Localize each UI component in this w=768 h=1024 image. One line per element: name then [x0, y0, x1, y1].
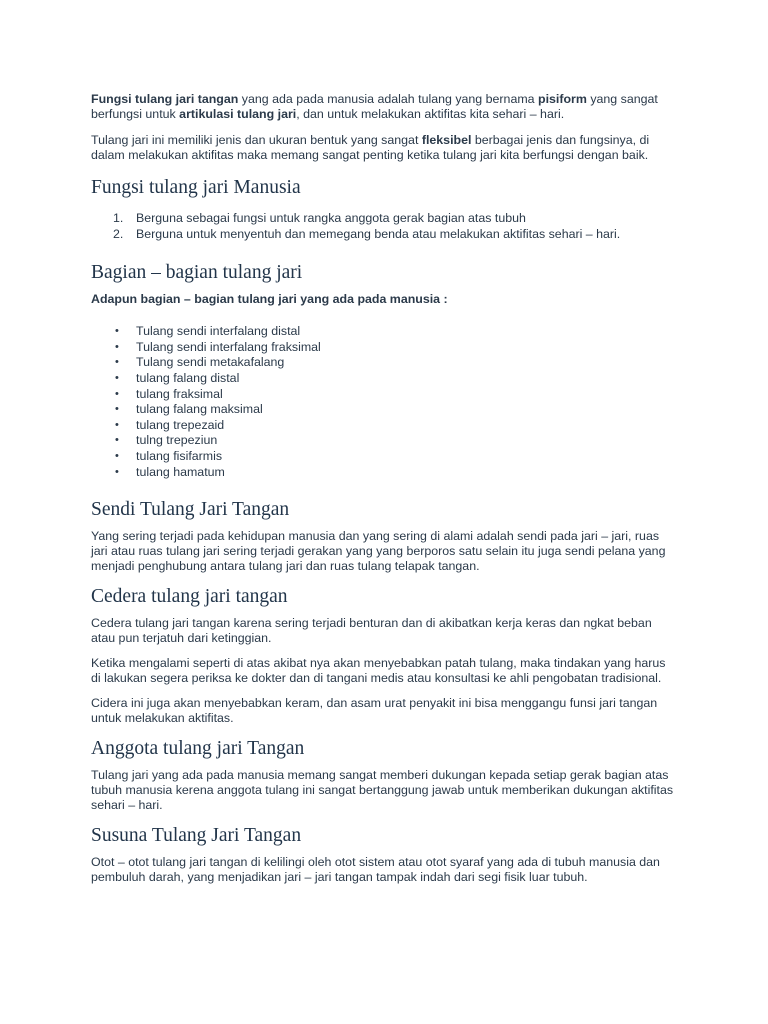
intro-bold-term: Fungsi tulang jari tangan: [91, 92, 239, 106]
bullet-icon: •: [115, 387, 119, 400]
section-lead-text: Adapun bagian – bagian tulang jari yang ada pada manusia :: [91, 292, 448, 307]
intro-paragraph-1: [91, 92, 678, 122]
section-paragraph: Cedera tulang jari tangan karena sering terjadi benturan dan di akibatkan kerja keras dan ngkat beban atau pun terjatuh dari ketinggian.: [91, 616, 652, 646]
section-heading: Bagian – bagian tulang jari: [91, 262, 303, 284]
list-item-text: tulang falang distal: [136, 370, 240, 385]
list-item-text: tulang fisifarmis: [136, 448, 223, 463]
intro-bold-term: fleksibel: [421, 133, 472, 147]
bullet-icon: •: [115, 465, 119, 478]
intro-text: yang sangat berfungsi untuk: [91, 92, 658, 121]
list-item: [91, 211, 678, 227]
section-paragraph: Ketika mengalami seperti di atas akibat nya akan menyebabkan patah tulang, maka tindakan yang harus di lakukan segera periksa ke dokter dan di tangani medis atau konsultasi ke ahli pengobatan tradisional.: [91, 656, 666, 686]
intro-text: berbagai jenis dan fungsinya, di dalam melakukan aktifitas maka memang sangat penting ketika tulang jari kita berfungsi dengan baik.: [91, 133, 650, 162]
list-item-text: Tulang sendi metakafalang: [136, 355, 285, 370]
list-item-text: Tulang sendi interfalang fraksimal: [136, 339, 321, 354]
list-item: [91, 418, 678, 434]
list-item-text: tulang fraksimal: [136, 386, 223, 401]
list-item: [91, 371, 678, 387]
bullet-icon: •: [115, 434, 119, 447]
intro-text: , dan untuk melakukan aktifitas kita sehari – hari.: [296, 107, 565, 121]
bullet-icon: •: [115, 449, 119, 462]
bullet-icon: •: [115, 356, 119, 369]
bullet-icon: •: [115, 371, 119, 384]
list-item-text: Berguna untuk menyentuh dan memegang benda atau melakukan aktifitas sehari – hari.: [136, 226, 621, 241]
intro-text: Tulang jari ini memiliki jenis dan ukuran bentuk yang sangat: [91, 133, 422, 147]
list-number: 1.: [113, 211, 124, 225]
section-heading: Anggota tulang jari Tangan: [91, 738, 305, 760]
section-paragraph: Cidera ini juga akan menyebabkan keram, dan asam urat penyakit ini bisa menggangu funsi jari tangan untuk melakukan aktifitas.: [91, 696, 658, 726]
list-item: [91, 387, 678, 403]
list-item-text: tulng trepeziun: [136, 433, 218, 448]
bullet-icon: •: [115, 403, 119, 416]
section-heading: Cedera tulang jari tangan: [91, 586, 288, 608]
intro-bold-term: pisiform: [538, 92, 587, 106]
list-item: [91, 449, 678, 465]
section-heading: Susuna Tulang Jari Tangan: [91, 825, 302, 847]
list-item: [91, 465, 678, 481]
section-paragraph: Otot – otot tulang jari tangan di kelilingi oleh otot sistem atau otot syaraf yang ada di tubuh manusia dan pembuluh darah, yang menjadikan jari – jari tangan tampak indah dari segi fisik luar tubuh.: [91, 855, 660, 885]
intro-bold-term: artikulasi tulang jari: [179, 107, 297, 121]
list-item: [91, 402, 678, 418]
list-item: [91, 433, 678, 449]
list-item-text: tulang hamatum: [136, 464, 225, 479]
list-item-text: tulang falang maksimal: [136, 402, 263, 417]
section-heading: Fungsi tulang jari Manusia: [91, 177, 301, 198]
numbered-list: [91, 211, 678, 242]
list-number: 2.: [113, 226, 124, 241]
bullet-icon: •: [115, 340, 119, 353]
list-item: [91, 227, 678, 243]
list-item: [91, 324, 678, 340]
list-item: [91, 340, 678, 356]
section-heading: Sendi Tulang Jari Tangan: [91, 499, 290, 521]
list-item-text: Tulang sendi interfalang distal: [136, 324, 301, 339]
intro-paragraph-2: [91, 133, 678, 163]
list-item-text: Berguna sebagai fungsi untuk rangka anggota gerak bagian atas tubuh: [136, 211, 526, 225]
section-paragraph: Yang sering terjadi pada kehidupan manusia dan yang sering di alami adalah sendi pada jari – jari, ruas jari atau ruas tulang jari sering terjadi gerakan yang yang berporos satu selain itu juga sendi pelana yang menjadi penghubung antara tulang jari dan ruas tulang telapak tangan.: [91, 529, 666, 574]
list-item-text: tulang trepezaid: [136, 417, 225, 432]
bullet-icon: •: [115, 418, 119, 431]
intro-text: yang ada pada manusia adalah tulang yang bernama: [238, 92, 538, 106]
section-lead: [91, 292, 678, 307]
bullet-list: [91, 324, 678, 480]
list-item: [91, 355, 678, 371]
bullet-icon: •: [115, 325, 119, 338]
section-paragraph: Tulang jari yang ada pada manusia memang sangat memberi dukungan kepada setiap gerak bagian atas tubuh manusia kerena anggota tulang ini sangat bertanggung jawab untuk memberikan dukungan aktifitas sehari – hari.: [91, 768, 674, 813]
